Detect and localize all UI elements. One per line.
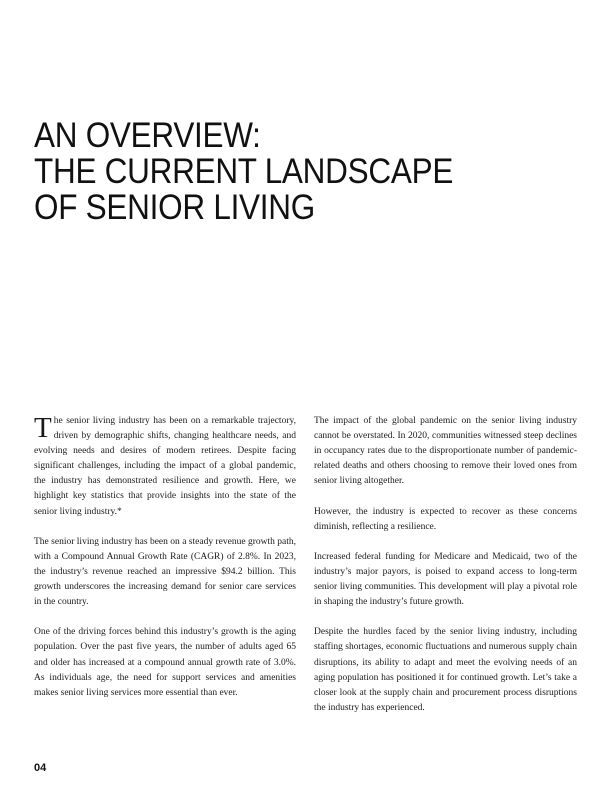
pandemic-impact-paragraph: The impact of the global pandemic on the senior living industry cannot be overstated. In 2020, communities witnessed steep declines in occupancy rates due to the disproportionate number of pandemic-related deaths and others choosing to remove their loved ones from senior living altogether.	[314, 416, 577, 487]
page-title-line-1: AN OVERVIEW:	[34, 116, 261, 155]
drop-cap: T	[34, 412, 52, 444]
supply-chain-paragraph: Despite the hurdles faced by the senior living industry, including staffing shortages, economic fluctuations and numerous supply chain disruptions, its ability to adapt and meet the evolving needs of an aging population has positioned it for continued growth. Let’s take a closer look at the supply chain and procurement process disruptions the industry has experienced.	[314, 627, 577, 713]
page-title-line-3: OF SENIOR LIVING	[34, 188, 315, 227]
page-title-line-2: THE CURRENT LANDSCAPE	[34, 152, 454, 191]
page-number: 04	[34, 762, 47, 774]
revenue-growth-paragraph: The senior living industry has been on a steady revenue growth path, with a Compound Annual Growth Rate (CAGR) of 2.8%. In 2023, the industry’s revenue reached an impressive $94.2 billion. This growth underscores the increasing demand for senior care services in the country.	[34, 536, 296, 608]
right-text-column	[314, 414, 577, 731]
aging-population-paragraph: One of the driving forces behind this industry’s growth is the aging population. Over the past five years, the number of adults aged 65 and older has increased at a compound annual growth rate of 3.0%. As individuals age, the need for support services and amenities makes senior living services more essential than ever.	[34, 627, 296, 698]
federal-funding-paragraph: Increased federal funding for Medicare and Medicaid, two of the industry’s major payors, is poised to expand access to long-term senior living communities. This development will play a pivotal role in shaping the industry’s future growth.	[314, 551, 577, 608]
intro-paragraph	[34, 414, 296, 520]
intro-paragraph-text: he senior living industry has been on a remarkable trajectory, driven by demographic shifts, changing healthcare needs, and evolving needs and desires of modern retirees. Despite facing significant challenges, including the impact of a global pandemic, the industry has demonstrated resilience and growth. Here, we highlight key statistics that provide insights into the state of the senior living industry.*	[34, 416, 296, 517]
left-text-column	[34, 414, 296, 716]
page-title	[34, 118, 453, 226]
recovery-paragraph: However, the industry is expected to recover as these concerns diminish, reflecting a resilience.	[314, 506, 577, 532]
